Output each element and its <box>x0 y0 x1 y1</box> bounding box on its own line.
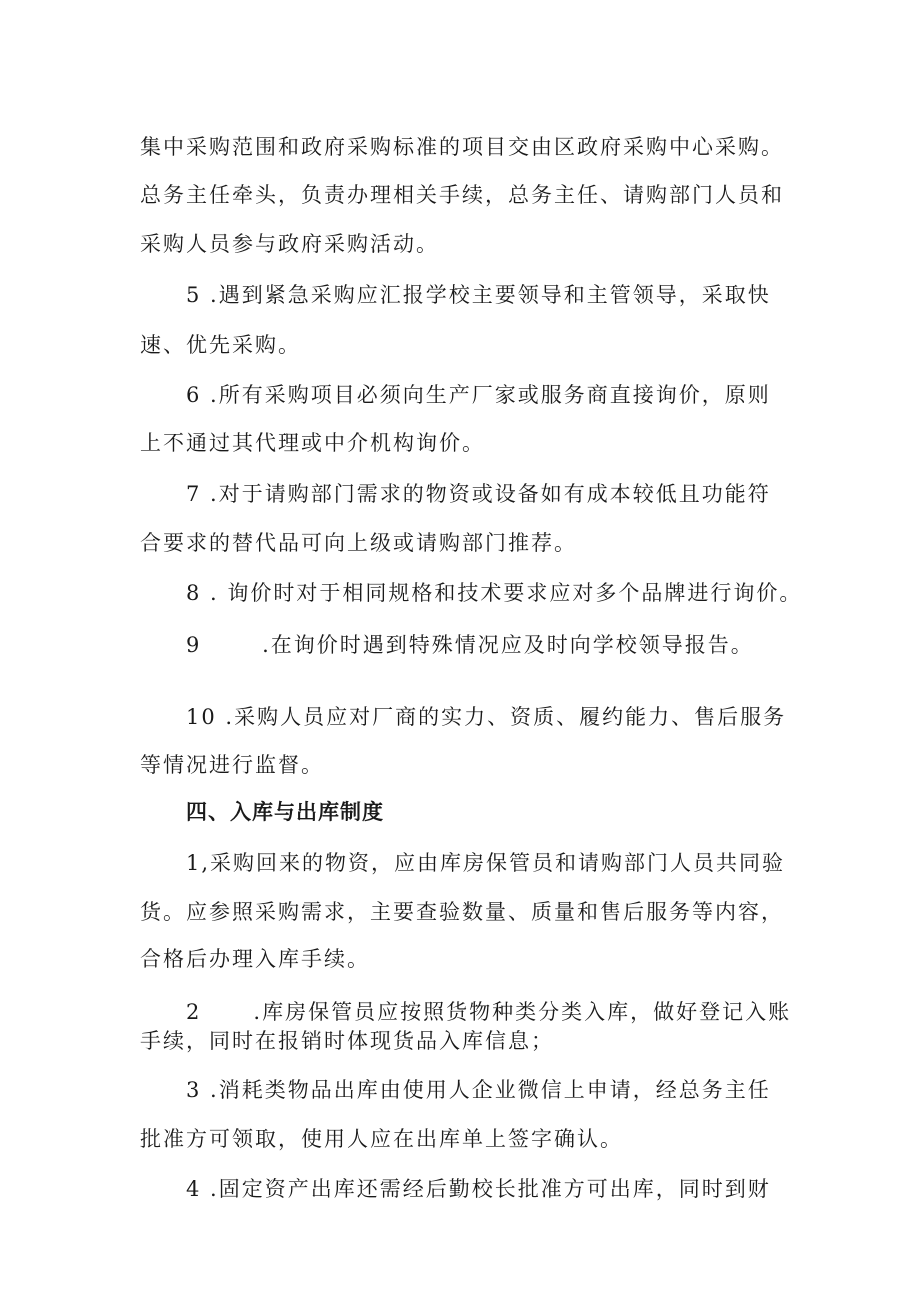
text-line: 上不通过其代理或中介机构询价。 <box>140 431 485 455</box>
text-line: 8 . 询价时对于相同规格和技术要求应对多个品牌进行询价。 <box>186 581 803 605</box>
text-line: 4 .固定资产出库还需经后勤校长批准方可出库，同时到财 <box>186 1177 771 1201</box>
text-line: 等情况进行监督。 <box>140 753 324 777</box>
text-line: 5 .遇到紧急采购应汇报学校主要领导和主管领导，采取快 <box>186 283 771 307</box>
text-line: 合格后办理入库手续。 <box>140 947 370 971</box>
text-line: 6 .所有采购项目必须向生产厂家或服务商直接询价，原则 <box>186 383 771 407</box>
section-heading: 四、入库与出库制度 <box>186 800 384 824</box>
text-line: 9 .在询价时遇到特殊情况应及时向学校领导报告。 <box>186 633 754 657</box>
text-line: 3 .消耗类物品出库由使用人企业微信上申请，经总务主任 <box>186 1078 771 1102</box>
text-line: 10 .采购人员应对厂商的实力、资质、履约能力、售后服务 <box>186 705 787 729</box>
text-line: 货。应参照采购需求，主要查验数量、质量和售后服务等内容， <box>140 900 784 924</box>
text-line: 批准方可领取，使用人应在出库单上签字确认。 <box>140 1127 623 1151</box>
text-line: 速、优先采购。 <box>140 333 301 357</box>
text-line: 合要求的替代品可向上级或请购部门推荐。 <box>140 531 577 555</box>
text-line: 7 .对于请购部门需求的物资或设备如有成本较低且功能符 <box>186 482 771 506</box>
text-line: 总务主任牵头，负责办理相关手续，总务主任、请购部门人员和 <box>140 183 784 207</box>
text-line: 2 .库房保管员应按照货物种类分类入库，做好登记入账 <box>186 1000 792 1024</box>
text-line: 1,采购回来的物资，应由库房保管员和请购部门人员共同验 <box>186 851 786 875</box>
text-line: 集中采购范围和政府采购标准的项目交由区政府采购中心采购。 <box>140 135 784 159</box>
text-line: 采购人员参与政府采购活动。 <box>140 232 439 256</box>
text-line: 手续，同时在报销时体现货品入库信息； <box>140 1029 554 1053</box>
